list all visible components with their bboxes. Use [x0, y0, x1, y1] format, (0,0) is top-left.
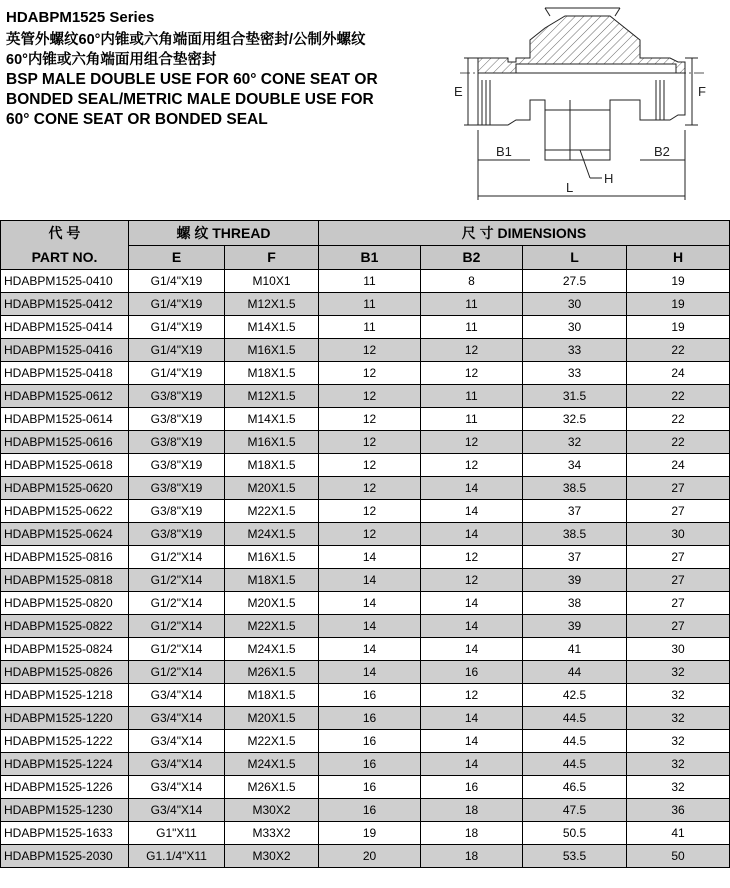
- dim-b2-cell: 12: [421, 546, 523, 569]
- page-header: [0, 0, 730, 222]
- thread-e-cell: G3/8"X19: [129, 523, 225, 546]
- table-row: [1, 753, 730, 776]
- dim-l-cell: 37: [523, 546, 627, 569]
- english-description-line-3: 60° CONE SEAT OR BONDED SEAL: [6, 111, 268, 128]
- dim-b1-cell: 12: [319, 408, 421, 431]
- thread-f-cell: M14X1.5: [225, 316, 319, 339]
- dim-b2-cell: 14: [421, 707, 523, 730]
- dim-l-cell: 41: [523, 638, 627, 661]
- dim-h-cell: 32: [627, 753, 730, 776]
- dim-b1-cell: 12: [319, 431, 421, 454]
- dim-b1-cell: 14: [319, 569, 421, 592]
- thread-f-cell: M24X1.5: [225, 638, 319, 661]
- dim-h-cell: 27: [627, 500, 730, 523]
- dim-h-cell: 19: [627, 316, 730, 339]
- dim-l-cell: 30: [523, 293, 627, 316]
- column-header-e: E: [129, 246, 225, 270]
- dim-h-cell: 32: [627, 707, 730, 730]
- thread-f-cell: M26X1.5: [225, 661, 319, 684]
- dim-b1-cell: 11: [319, 270, 421, 293]
- dim-b1-cell: 16: [319, 730, 421, 753]
- thread-e-cell: G3/8"X19: [129, 477, 225, 500]
- chinese-description-line-2: 60°内锥或六角端面用组合垫密封: [6, 52, 217, 68]
- column-header-b1: B1: [319, 246, 421, 270]
- table-row: [1, 592, 730, 615]
- thread-f-cell: M24X1.5: [225, 523, 319, 546]
- thread-e-cell: G1/4"X19: [129, 339, 225, 362]
- table-row: [1, 845, 730, 868]
- dim-b2-cell: 14: [421, 592, 523, 615]
- part-number-cell: HDABPM1525-0614: [1, 408, 129, 431]
- dim-h-cell: 27: [627, 477, 730, 500]
- thread-f-cell: M22X1.5: [225, 615, 319, 638]
- thread-f-cell: M24X1.5: [225, 753, 319, 776]
- dim-b1-cell: 16: [319, 684, 421, 707]
- dim-b2-cell: 11: [421, 316, 523, 339]
- thread-f-cell: M22X1.5: [225, 500, 319, 523]
- dim-l-cell: 37: [523, 500, 627, 523]
- dim-l-cell: 34: [523, 454, 627, 477]
- part-number-header: [1, 221, 129, 270]
- table-row: [1, 270, 730, 293]
- dim-b1-cell: 20: [319, 845, 421, 868]
- part-number-header-cn: 代 号: [48, 225, 81, 241]
- column-header-f: F: [225, 246, 319, 270]
- dim-h-cell: 27: [627, 546, 730, 569]
- thread-e-cell: G1/2"X14: [129, 546, 225, 569]
- dim-b1-cell: 14: [319, 638, 421, 661]
- dim-h-cell: 22: [627, 339, 730, 362]
- dim-l-cell: 53.5: [523, 845, 627, 868]
- part-number-cell: HDABPM1525-1226: [1, 776, 129, 799]
- dim-b2-cell: 14: [421, 500, 523, 523]
- table-row: [1, 569, 730, 592]
- part-number-cell: HDABPM1525-0622: [1, 500, 129, 523]
- dim-b2-cell: 12: [421, 454, 523, 477]
- part-number-cell: HDABPM1525-0820: [1, 592, 129, 615]
- thread-e-cell: G3/4"X14: [129, 707, 225, 730]
- thread-f-cell: M18X1.5: [225, 362, 319, 385]
- dim-b1-cell: 14: [319, 615, 421, 638]
- dim-l-cell: 44.5: [523, 707, 627, 730]
- thread-e-cell: G3/4"X14: [129, 776, 225, 799]
- fitting-technical-drawing: [430, 0, 730, 222]
- part-number-cell: HDABPM1525-1218: [1, 684, 129, 707]
- part-number-cell: HDABPM1525-0624: [1, 523, 129, 546]
- thread-e-cell: G3/8"X19: [129, 454, 225, 477]
- label-b1: B1: [496, 144, 512, 159]
- part-number-cell: HDABPM1525-0818: [1, 569, 129, 592]
- table-row: [1, 523, 730, 546]
- dim-h-cell: 41: [627, 822, 730, 845]
- dim-b2-cell: 8: [421, 270, 523, 293]
- specification-table: [0, 220, 730, 868]
- table-header-row-1: [1, 221, 730, 246]
- dim-l-cell: 33: [523, 339, 627, 362]
- dim-b1-cell: 12: [319, 385, 421, 408]
- part-number-cell: HDABPM1525-0826: [1, 661, 129, 684]
- thread-e-cell: G1/2"X14: [129, 638, 225, 661]
- thread-f-cell: M14X1.5: [225, 408, 319, 431]
- dim-h-cell: 30: [627, 523, 730, 546]
- dim-h-cell: 32: [627, 776, 730, 799]
- thread-e-cell: G3/8"X19: [129, 385, 225, 408]
- thread-e-cell: G3/8"X19: [129, 431, 225, 454]
- thread-e-cell: G1.1/4"X11: [129, 845, 225, 868]
- thread-e-cell: G1/4"X19: [129, 293, 225, 316]
- dim-b1-cell: 14: [319, 661, 421, 684]
- dim-l-cell: 33: [523, 362, 627, 385]
- part-number-cell: HDABPM1525-0412: [1, 293, 129, 316]
- table-row: [1, 339, 730, 362]
- table-row: [1, 500, 730, 523]
- thread-f-cell: M16X1.5: [225, 431, 319, 454]
- thread-f-cell: M26X1.5: [225, 776, 319, 799]
- english-description-line-1: BSP MALE DOUBLE USE FOR 60° CONE SEAT OR: [6, 71, 378, 88]
- dim-h-cell: 22: [627, 408, 730, 431]
- dim-h-cell: 24: [627, 454, 730, 477]
- table-body: [1, 270, 730, 868]
- label-l: L: [566, 180, 574, 195]
- dim-b1-cell: 16: [319, 753, 421, 776]
- part-number-cell: HDABPM1525-0824: [1, 638, 129, 661]
- table-row: [1, 293, 730, 316]
- part-number-cell: HDABPM1525-0410: [1, 270, 129, 293]
- thread-e-cell: G1/2"X14: [129, 592, 225, 615]
- thread-e-cell: G1/4"X19: [129, 270, 225, 293]
- title-block: [6, 8, 426, 130]
- thread-f-cell: M16X1.5: [225, 546, 319, 569]
- dim-b1-cell: 16: [319, 799, 421, 822]
- dim-b1-cell: 14: [319, 592, 421, 615]
- dim-l-cell: 27.5: [523, 270, 627, 293]
- dim-b2-cell: 11: [421, 293, 523, 316]
- part-number-cell: HDABPM1525-1222: [1, 730, 129, 753]
- dim-l-cell: 38: [523, 592, 627, 615]
- dim-l-cell: 32.5: [523, 408, 627, 431]
- part-number-cell: HDABPM1525-1230: [1, 799, 129, 822]
- thread-f-cell: M30X2: [225, 799, 319, 822]
- dim-l-cell: 30: [523, 316, 627, 339]
- dim-h-cell: 32: [627, 730, 730, 753]
- dim-b2-cell: 11: [421, 408, 523, 431]
- table-row: [1, 316, 730, 339]
- dim-b2-cell: 12: [421, 684, 523, 707]
- dim-b1-cell: 11: [319, 316, 421, 339]
- dim-h-cell: 19: [627, 293, 730, 316]
- dim-h-cell: 22: [627, 385, 730, 408]
- thread-f-cell: M18X1.5: [225, 684, 319, 707]
- table-row: [1, 615, 730, 638]
- thread-e-cell: G3/8"X19: [129, 500, 225, 523]
- dim-l-cell: 50.5: [523, 822, 627, 845]
- dim-b2-cell: 16: [421, 661, 523, 684]
- dim-b1-cell: 12: [319, 500, 421, 523]
- thread-f-cell: M18X1.5: [225, 454, 319, 477]
- thread-f-cell: M16X1.5: [225, 339, 319, 362]
- thread-f-cell: M10X1: [225, 270, 319, 293]
- dim-l-cell: 31.5: [523, 385, 627, 408]
- dim-b2-cell: 18: [421, 822, 523, 845]
- thread-e-cell: G1/2"X14: [129, 661, 225, 684]
- thread-f-cell: M20X1.5: [225, 592, 319, 615]
- table-row: [1, 431, 730, 454]
- dim-b2-cell: 12: [421, 339, 523, 362]
- thread-f-cell: M12X1.5: [225, 385, 319, 408]
- thread-header: 螺 纹 THREAD: [129, 221, 319, 246]
- thread-f-cell: M12X1.5: [225, 293, 319, 316]
- thread-e-cell: G3/4"X14: [129, 684, 225, 707]
- dim-b2-cell: 18: [421, 799, 523, 822]
- column-header-h: H: [627, 246, 730, 270]
- dim-h-cell: 27: [627, 592, 730, 615]
- dim-b1-cell: 12: [319, 477, 421, 500]
- dim-b2-cell: 14: [421, 477, 523, 500]
- dim-l-cell: 46.5: [523, 776, 627, 799]
- dim-b1-cell: 16: [319, 776, 421, 799]
- thread-e-cell: G3/4"X14: [129, 799, 225, 822]
- thread-f-cell: M20X1.5: [225, 707, 319, 730]
- table-row: [1, 477, 730, 500]
- part-number-cell: HDABPM1525-0620: [1, 477, 129, 500]
- table-row: [1, 799, 730, 822]
- dim-l-cell: 42.5: [523, 684, 627, 707]
- part-number-cell: HDABPM1525-0612: [1, 385, 129, 408]
- dim-b1-cell: 12: [319, 523, 421, 546]
- dim-b2-cell: 14: [421, 638, 523, 661]
- dim-h-cell: 22: [627, 431, 730, 454]
- thread-e-cell: G3/4"X14: [129, 730, 225, 753]
- dim-l-cell: 47.5: [523, 799, 627, 822]
- part-number-cell: HDABPM1525-0414: [1, 316, 129, 339]
- dim-b2-cell: 16: [421, 776, 523, 799]
- dim-b1-cell: 16: [319, 707, 421, 730]
- label-e: E: [454, 84, 463, 99]
- label-b2: B2: [654, 144, 670, 159]
- dim-h-cell: 19: [627, 270, 730, 293]
- dim-l-cell: 38.5: [523, 477, 627, 500]
- dim-b1-cell: 14: [319, 546, 421, 569]
- part-number-cell: HDABPM1525-0418: [1, 362, 129, 385]
- table-row: [1, 776, 730, 799]
- dimensions-header: 尺 寸 DIMENSIONS: [319, 221, 730, 246]
- thread-e-cell: G1/2"X14: [129, 569, 225, 592]
- part-number-header-en: PART NO.: [31, 249, 98, 265]
- dim-h-cell: 27: [627, 569, 730, 592]
- dim-l-cell: 32: [523, 431, 627, 454]
- part-number-cell: HDABPM1525-0416: [1, 339, 129, 362]
- table-row: [1, 661, 730, 684]
- table-row: [1, 385, 730, 408]
- thread-e-cell: G1/4"X19: [129, 316, 225, 339]
- dim-b2-cell: 14: [421, 730, 523, 753]
- part-number-cell: HDABPM1525-0618: [1, 454, 129, 477]
- dim-h-cell: 30: [627, 638, 730, 661]
- table-row: [1, 730, 730, 753]
- dim-b1-cell: 11: [319, 293, 421, 316]
- dim-b1-cell: 12: [319, 362, 421, 385]
- thread-e-cell: G3/4"X14: [129, 753, 225, 776]
- part-number-cell: HDABPM1525-2030: [1, 845, 129, 868]
- thread-e-cell: G3/8"X19: [129, 408, 225, 431]
- thread-f-cell: M30X2: [225, 845, 319, 868]
- column-header-b2: B2: [421, 246, 523, 270]
- table-row: [1, 822, 730, 845]
- dim-h-cell: 36: [627, 799, 730, 822]
- dim-b2-cell: 11: [421, 385, 523, 408]
- dim-l-cell: 39: [523, 615, 627, 638]
- dim-b2-cell: 18: [421, 845, 523, 868]
- dim-b2-cell: 14: [421, 615, 523, 638]
- thread-f-cell: M33X2: [225, 822, 319, 845]
- table-row: [1, 408, 730, 431]
- thread-e-cell: G1"X11: [129, 822, 225, 845]
- dim-l-cell: 38.5: [523, 523, 627, 546]
- dim-l-cell: 44.5: [523, 730, 627, 753]
- dim-b2-cell: 12: [421, 431, 523, 454]
- dim-h-cell: 32: [627, 661, 730, 684]
- part-number-cell: HDABPM1525-1633: [1, 822, 129, 845]
- table-row: [1, 362, 730, 385]
- dim-l-cell: 44: [523, 661, 627, 684]
- label-f: F: [698, 84, 706, 99]
- english-description-line-2: BONDED SEAL/METRIC MALE DOUBLE USE FOR: [6, 91, 374, 108]
- thread-f-cell: M22X1.5: [225, 730, 319, 753]
- table-row: [1, 707, 730, 730]
- thread-e-cell: G1/4"X19: [129, 362, 225, 385]
- part-number-cell: HDABPM1525-0822: [1, 615, 129, 638]
- thread-f-cell: M20X1.5: [225, 477, 319, 500]
- dim-b1-cell: 12: [319, 454, 421, 477]
- dim-h-cell: 50: [627, 845, 730, 868]
- dim-h-cell: 24: [627, 362, 730, 385]
- part-number-cell: HDABPM1525-1220: [1, 707, 129, 730]
- dim-b1-cell: 19: [319, 822, 421, 845]
- series-title: HDABPM1525 Series: [6, 9, 155, 26]
- dim-l-cell: 44.5: [523, 753, 627, 776]
- dim-l-cell: 39: [523, 569, 627, 592]
- column-header-l: L: [523, 246, 627, 270]
- chinese-description-line-1: 英管外螺纹60°内锥或六角端面用组合垫密封/公制外螺纹: [6, 32, 366, 48]
- dim-h-cell: 32: [627, 684, 730, 707]
- dim-b2-cell: 12: [421, 362, 523, 385]
- label-h: H: [604, 171, 614, 186]
- dim-b1-cell: 12: [319, 339, 421, 362]
- thread-e-cell: G1/2"X14: [129, 615, 225, 638]
- table-row: [1, 638, 730, 661]
- dim-b2-cell: 14: [421, 753, 523, 776]
- table-row: [1, 454, 730, 477]
- dim-h-cell: 27: [627, 615, 730, 638]
- table-row: [1, 684, 730, 707]
- table-row: [1, 546, 730, 569]
- dim-b2-cell: 12: [421, 569, 523, 592]
- part-number-cell: HDABPM1525-0816: [1, 546, 129, 569]
- dim-b2-cell: 14: [421, 523, 523, 546]
- thread-f-cell: M18X1.5: [225, 569, 319, 592]
- part-number-cell: HDABPM1525-0616: [1, 431, 129, 454]
- part-number-cell: HDABPM1525-1224: [1, 753, 129, 776]
